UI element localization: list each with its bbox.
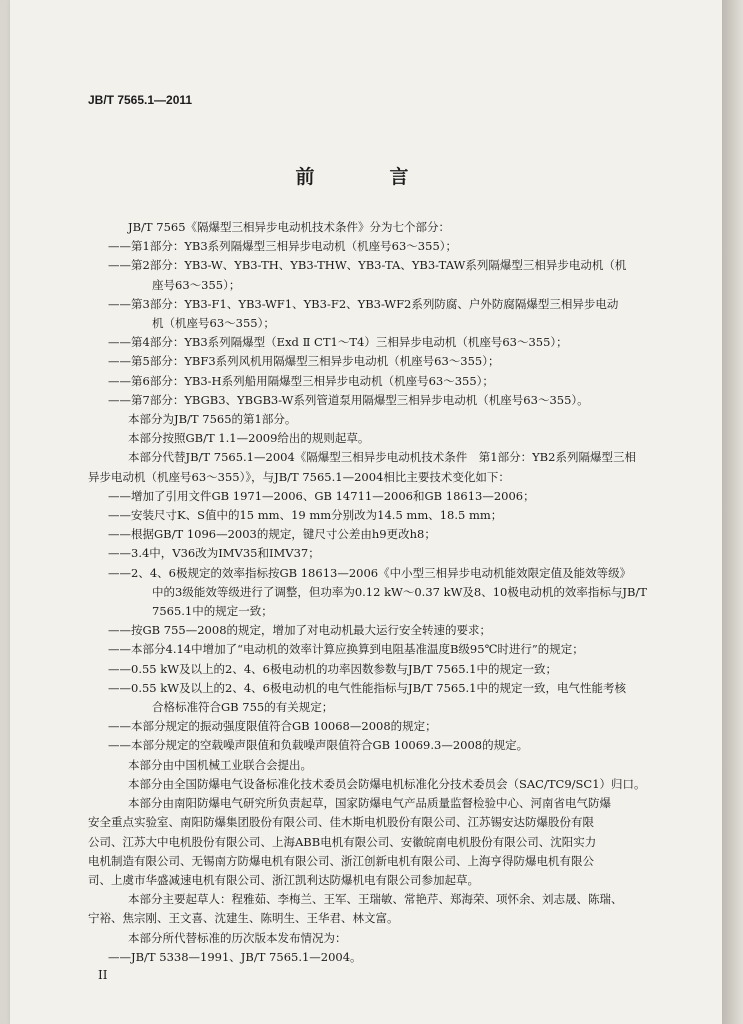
list-item-continuation: 中的3级能效等级进行了调整，但功率为0.12 kW～0.37 kW及8、10极电动机的效率指标与JB/T — [152, 584, 647, 599]
text-line: 本部分为JB/T 7565的第1部分。 — [128, 412, 297, 427]
text-line: 本部分由全国防爆电气设备标准化技术委员会防爆电机标准化分技术委员会（SAC/TC9/SC1）归口。 — [128, 776, 646, 791]
list-item: ——增加了引用文件GB 1971—2006、GB 14711—2006和GB 18613—2006； — [108, 488, 535, 503]
list-item: ——按GB 755—2008的规定，增加了对电动机最大运行安全转速的要求； — [108, 623, 492, 638]
list-item: ——第3部分：YB3-F1、YB3-WF1、YB3-F2、YB3-WF2系列防腐、户外防腐隔爆型三相异步电动 — [108, 296, 619, 311]
body-text — [88, 218, 708, 967]
text-line: 公司、江苏大中电机股份有限公司、上海ABB电机有限公司、安徽皖南电机股份有限公司、沈阳实力 — [88, 834, 597, 849]
list-item: ——本部分4.14中增加了“电动机的效率计算应换算到电阻基准温度B级95℃时进行”的规定； — [108, 642, 584, 657]
text-line: 本部分所代替标准的历次版本发布情况为： — [128, 930, 347, 945]
list-item: ——根据GB/T 1096—2003的规定，键尺寸公差由h9更改h8； — [108, 527, 436, 542]
text-line: 本部分主要起草人：程雅茹、李梅兰、王军、王瑞敏、常艳芹、郑海荣、项怀余、刘志晟、陈瑞、 — [128, 892, 623, 907]
list-item: ——安装尺寸K、S值中的15 mm、19 mm分别改为14.5 mm、18.5 mm； — [108, 508, 503, 523]
list-item: ——第5部分：YBF3系列风机用隔爆型三相异步电动机（机座号63～355）； — [108, 354, 500, 369]
list-item: ——JB/T 5338—1991、JB/T 7565.1—2004。 — [108, 949, 362, 964]
text-line: 异步电动机（机座号63～355）》，与JB/T 7565.1—2004相比主要技术变化如下： — [88, 469, 510, 484]
list-item: ——本部分规定的振动强度限值符合GB 10068—2008的规定； — [108, 719, 437, 734]
standard-code: JB/T 7565.1—2011 — [88, 93, 193, 107]
list-item-continuation: 合格标准符合GB 755的有关规定； — [152, 700, 334, 715]
list-item: ——第7部分：YBGB3、YBGB3-W系列管道泵用隔爆型三相异步电动机（机座号63～355）。 — [108, 392, 589, 407]
list-item: ——第1部分：YB3系列隔爆型三相异步电动机（机座号63～355）； — [108, 239, 458, 254]
text-line: 安全重点实验室、南阳防爆集团股份有限公司、佳木斯电机股份有限公司、江苏锡安达防爆股份有限 — [88, 815, 594, 830]
list-item: ——0.55 kW及以上的2、4、6极电动机的电气性能指标与JB/T 7565.1中的规定一致，电气性能考核 — [108, 680, 626, 695]
list-item: ——3.4中，V36改为IMV35和IMV37； — [108, 546, 320, 561]
document-page — [10, 0, 722, 1024]
list-item: ——第2部分：YB3-W、YB3-TH、YB3-THW、YB3-TA、YB3-TAW系列隔爆型三相异步电动机（机 — [108, 258, 627, 273]
list-item: ——2、4、6极规定的效率指标按GB 18613—2006《中小型三相异步电动机能效限定值及能效等级》 — [108, 565, 632, 580]
list-item: ——本部分规定的空载噪声限值和负载噪声限值符合GB 10069.3—2008的规定。 — [108, 738, 529, 753]
text-line: 电机制造有限公司、无锡南方防爆电机有限公司、浙江创新电机有限公司、上海亨得防爆电机有限公 — [88, 853, 594, 868]
list-item-continuation: 座号63～355）； — [152, 277, 241, 292]
page-number: II — [98, 968, 108, 982]
list-item-continuation: 机（机座号63～355）； — [152, 316, 275, 331]
text-line: 本部分由南阳防爆电气研究所负责起草，国家防爆电气产品质量监督检验中心、河南省电气防爆 — [128, 796, 611, 811]
text-line: 宁裕、焦宗刚、王文喜、沈建生、陈明生、王华君、林文富。 — [88, 911, 399, 926]
text-line: 司、上虞市华盛减速电机有限公司、浙江凯利达防爆机电有限公司参加起草。 — [88, 872, 479, 887]
text-line: 本部分代替JB/T 7565.1—2004《隔爆型三相异步电动机技术条件 第1部分：YB2系列隔爆型三相 — [128, 450, 636, 465]
page-title: 前 言 — [295, 166, 437, 188]
text-line: JB/T 7565《隔爆型三相异步电动机技术条件》分为七个部分： — [128, 220, 451, 234]
list-item: ——第4部分：YB3系列隔爆型（Exd Ⅱ CT1～T4）三相异步电动机（机座号63～355）； — [108, 335, 568, 350]
list-item-continuation: 7565.1中的规定一致； — [152, 604, 273, 619]
text-line: 本部分由中国机械工业联合会提出。 — [128, 757, 312, 772]
text-line: 本部分按照GB/T 1.1—2009给出的规则起草。 — [128, 431, 370, 446]
binding-edge — [722, 0, 743, 1024]
list-item: ——0.55 kW及以上的2、4、6极电动机的功率因数参数与JB/T 7565.1中的规定一致； — [108, 661, 557, 676]
list-item: ——第6部分：YB3-H系列船用隔爆型三相异步电动机（机座号63～355）； — [108, 373, 494, 388]
